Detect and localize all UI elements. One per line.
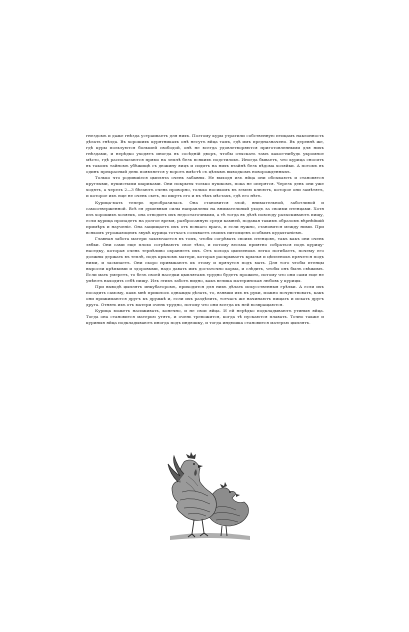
ground-shadow <box>170 533 250 540</box>
rooster-and-hen-illustration <box>164 452 254 544</box>
paragraph: Курица можетъ насиживать, конечно, и не свои яйца. И ей нерѣдко подкладываютъ утиныя яйца. Тогда она становится матерью утятъ, и очень тревожится, когда тѣ пускаются плавать. Точно также и куриныя яйца подкладываютъ иногда подъ индюшку, и тогда индюшка становится матерью цыплятъ. <box>86 308 324 326</box>
paragraph: При выводѣ цыплятъ инкубаторомъ, приходится для нихъ дѣлать искусственныя грѣлки. А если ихъ посадить самому, какъ мнѣ пришлось однажды дѣлать, то, взявши ихъ въ руки, можно почувствовать, какъ они прижимаются другъ къ дружкѣ и, если ихъ раздѣлить, тотчасъ же начинаютъ пищать и искать другъ друга. Отнять ихъ отъ матери очень трудно, потому что они всегда къ ней возвращаются. <box>86 284 324 308</box>
comb-shape <box>186 452 196 459</box>
paragraph: Только что родившіеся цыплята очень забавны. Не выходя изъ яйца они обсыхаютъ и становятся круглыми, пушистыми шариками. Они покрыты только пушкомъ, пока не оперятся. Черезъ день они уже ходятъ, а черезъ 2—3 бѣгаютъ очень проворно, только носикомъ въ землю клюютъ, которое они замѣтятъ, и которое ихъ еще не очень сытъ, но ищутъ его и въ тѣхъ мѣстахъ, гдѣ его нѣтъ. <box>86 175 324 199</box>
paragraph: Главная забота матери заключается въ томъ, чтобы согрѣвать своихъ птенцовъ, такъ какъ они очень зябки. Они сами еще плохо согрѣваютъ свое тѣло, и потому весьма приятно собраться подъ курицу-наседку, которая очень терпѣливо охраняетъ ихъ. Отъ холода цыпленокъ легко погибаетъ, почему его должны держать въ теплѣ, подъ крыломъ матери, которая раскрываетъ крылья и цѣпленокъ прячется подъ ними, и засыпаетъ. Они скоро привыкаютъ къ этому и прячутся подъ мать. Для того чтобы птенцы выросли крѣпкими и здоровыми, надо давать имъ достаточно корма, и слѣдить, чтобы онъ былъ свѣжимъ. Если мать умеретъ, то безъ своей наседки цыплятамъ трудно будетъ прожить, потому что они сами еще не умѣютъ находить себѣ пищу. Изъ этихъ заботъ видно, какъ велика материнская любовь у курицы. <box>86 235 324 284</box>
paragraph: Курица-мать теперь преобразилась. Она становится злой, внимательной, заботливой и самоотверженной. Всѣ ея душевныя силы направлены на внимательный уходъ за своими птенцами. Хотя изъ хорошихъ хозяекъ, она отводитъ ихъ недостаточными, а тѣ тогда въ дѣлѣ повсюду разыскиваютъ пищу, если курица пропадетъ на долгое время, разбросанную среди камней, подавая такимъ образомъ вѣрнѣйшій примѣръ и наученіе. Она защищаетъ ихъ отъ всякаго врага, и если нужно, становится между ними. При всякомъ угрожающемъ звукѣ курица тотчасъ созываетъ своихъ питомцевъ особымъ кудахтаніемъ. <box>86 199 324 235</box>
paragraph: гнездомъ и даже гнѣзда устраиваетъ для нихъ. Поэтому куры утратили собственную птицамъ наклонность дѣлать гнѣзда. Въ хорошихъ курятникахъ онѣ несутъ яйца тамъ, гдѣ имъ предназначено. Въ деревнѣ же, гдѣ куры пользуются большей свободой, онѣ не всегда удовлетворяются приготовленными для нихъ гнѣздами, и нерѣдко уходятъ иногда въ сосѣдній дворъ, чтобы отыскать тамъ какое-нибудь укромное мѣсто, гдѣ располагаются прямо на землѣ безъ всякихъ подстилокъ. Иногда бываетъ, что курица сноситъ въ такомъ тайномъ убѣжищѣ съ дюжину яицъ и сидитъ на нихъ втайнѣ безъ вѣдома хозяйки. А потомъ въ одинъ прекрасный день появляется у воротъ вмѣстѣ съ цѣлымъ выводкомъ новорожденныхъ. <box>86 133 324 175</box>
rooster-figure <box>168 452 216 537</box>
article-text <box>86 133 324 327</box>
